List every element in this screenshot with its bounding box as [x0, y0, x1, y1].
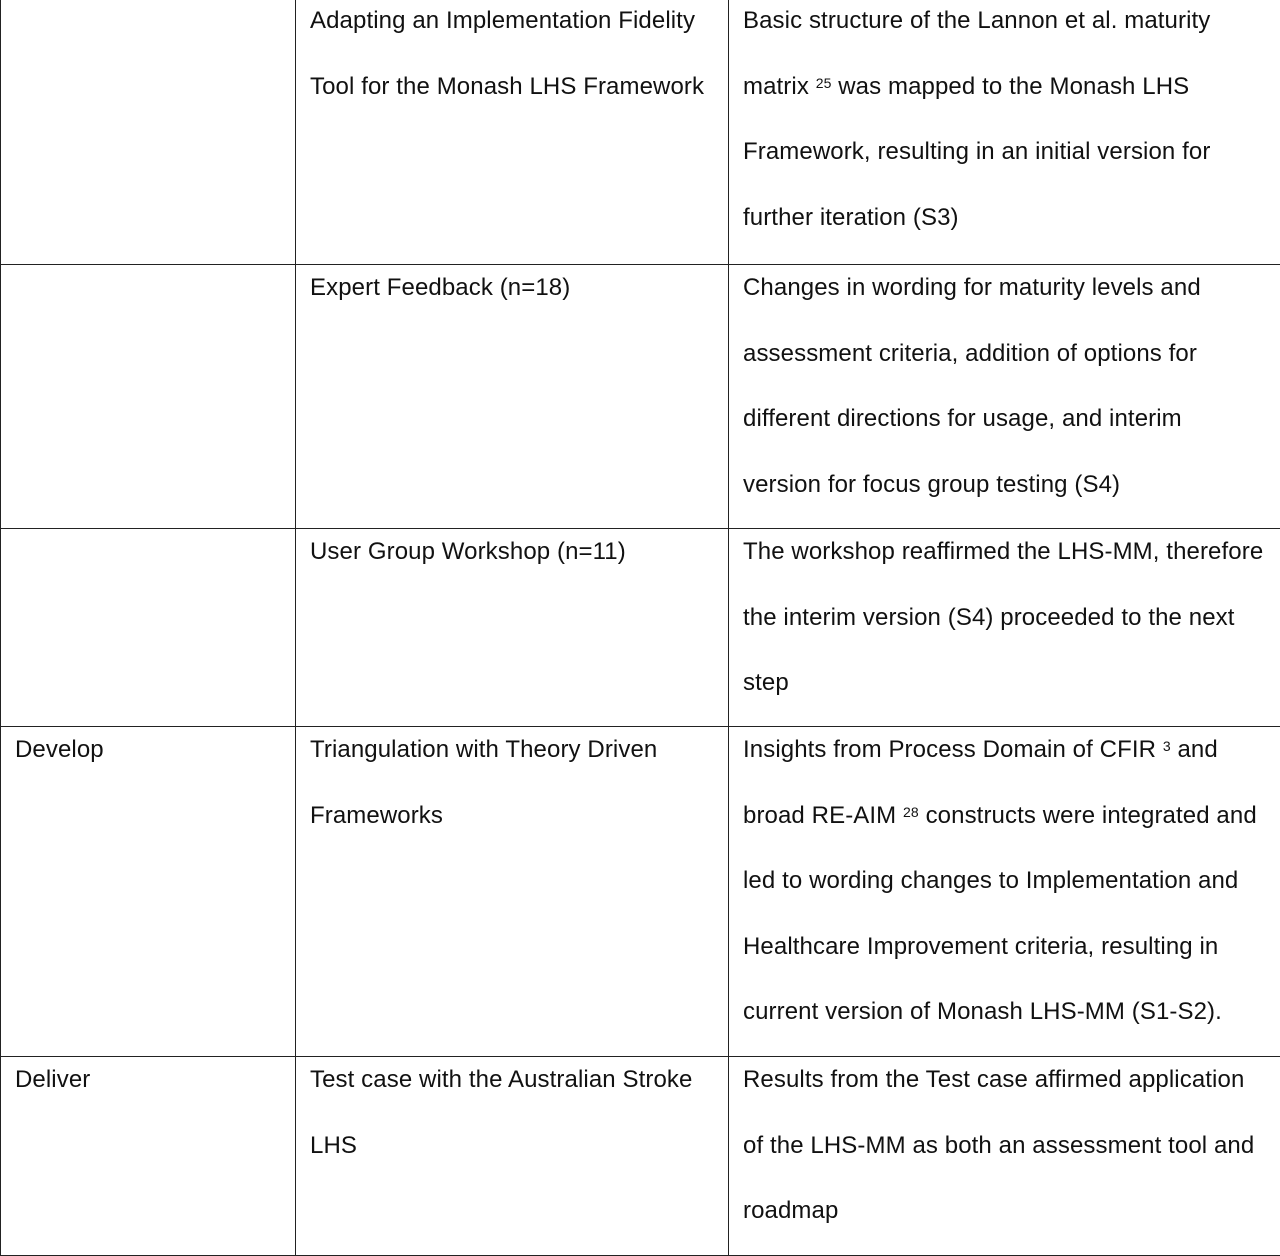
outcome-text: The workshop reaffirmed the LHS-MM, therefore the interim version (S4) proceeded to the next step [743, 538, 1264, 696]
outcome-text: Changes in wording for maturity levels and assessment criteria, addition of options for different directions for usage, and interim version for focus group testing (S4) [743, 274, 1201, 498]
table-row [1, 529, 1280, 727]
phase-text: Deliver [15, 1066, 91, 1093]
table-row [1, 265, 1280, 529]
activity-text: Test case with the Australian Stroke LHS [310, 1066, 693, 1159]
outcome-cell [729, 727, 1280, 1057]
outcome-cell [729, 265, 1280, 529]
activity-text: Triangulation with Theory Driven Frameworks [310, 736, 658, 829]
outcome-text: Results from the Test case affirmed application of the LHS-MM as both an assessment tool and roadmap [743, 1066, 1255, 1224]
outcome-cell [729, 0, 1280, 265]
activity-cell [296, 0, 729, 265]
citation-superscript: 25 [815, 74, 832, 91]
outcome-cell [729, 529, 1280, 727]
activity-text: Adapting an Implementation Fidelity Tool for the Monash LHS Framework [310, 7, 705, 100]
phase-cell [1, 529, 296, 727]
outcome-text: Basic structure of the Lannon et al. maturity matrix $^{25}$ was mapped to the Monash LHS Framework, resulting in an initial version for further iteration (S3) [743, 7, 1211, 231]
outcome-text: Insights from Process Domain of CFIR $^3$ and broad RE-AIM $^{28}$ constructs were integrated and led to wording changes to Implementation and Healthcare Improvement criteria, resulting in current version of Monash LHS-MM (S1-S2). [743, 736, 1257, 1025]
phase-cell [1, 265, 296, 529]
outcome-cell [729, 1057, 1280, 1256]
activity-text: Expert Feedback (n=18) [310, 274, 571, 301]
activity-cell [296, 529, 729, 727]
activity-cell [296, 1057, 729, 1256]
activity-cell [296, 727, 729, 1057]
phase-cell [1, 727, 296, 1057]
phase-cell [1, 1057, 296, 1256]
phase-text: Develop [15, 736, 104, 763]
activity-text: User Group Workshop (n=11) [310, 538, 626, 565]
phase-cell [1, 0, 296, 265]
citation-superscript: 28 [903, 803, 919, 820]
table-row [1, 0, 1280, 265]
table-row [1, 1057, 1280, 1256]
citation-superscript: 3 [1162, 738, 1171, 754]
activity-cell [296, 265, 729, 529]
table-row [1, 727, 1280, 1057]
